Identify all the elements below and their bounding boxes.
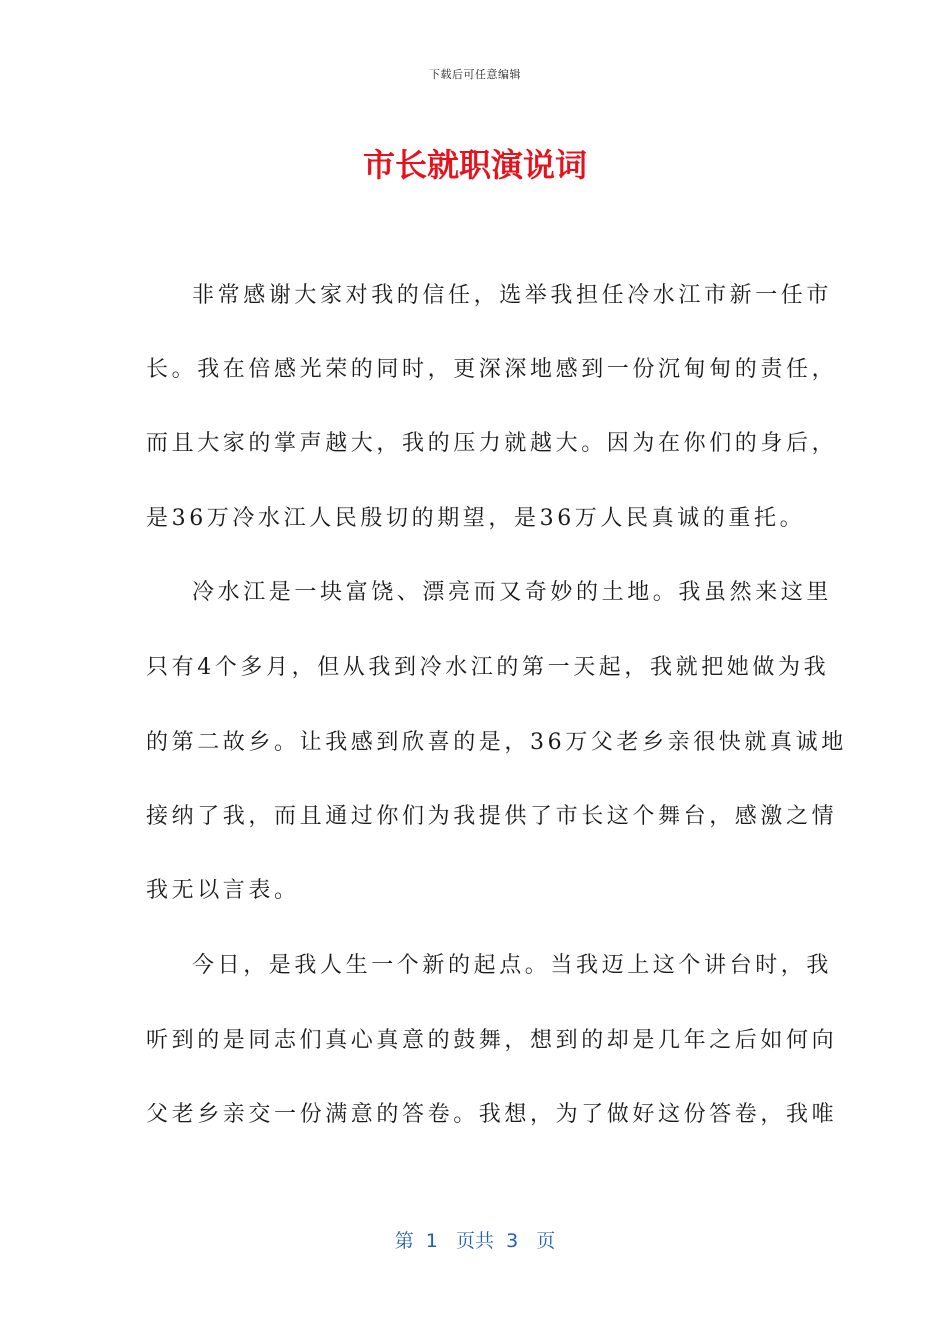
paragraph-1-line-3: 而且大家的掌声越大，我的压力就越大。因为在你们的身后， (146, 431, 838, 456)
paragraph-2-line-5: 我无以言表。 (146, 878, 300, 903)
paragraph-2-line-3: 的第二故乡。让我感到欣喜的是，36万父老乡亲很快就真诚地 (146, 730, 847, 755)
paragraph-2-line-2: 只有4个多月，但从我到冷水江的第一天起，我就把她做为我 (146, 655, 830, 680)
paragraph-3-line-3: 父老乡亲交一份满意的答卷。我想，为了做好这份答卷，我唯 (146, 1102, 838, 1127)
paragraph-1-line-2: 长。我在倍感光荣的同时，更深深地感到一份沉甸甸的责任， (146, 357, 838, 382)
paragraph-2-line-4: 接纳了我，而且通过你们为我提供了市长这个舞台，感激之情 (146, 804, 838, 829)
document-title: 市长就职演说词 (362, 146, 587, 184)
paragraph-3-line-2: 听到的是同志们真心真意的鼓舞，想到的却是几年之后如何向 (146, 1028, 838, 1053)
paragraph-3-line-1: 今日，是我人生一个新的起点。当我迈上这个讲台时，我 (192, 953, 833, 978)
page-number-footer: 第 1 页共 3 页 (394, 1230, 556, 1252)
paragraph-2-line-1: 冷水江是一块富饶、漂亮而又奇妙的土地。我虽然来这里 (192, 580, 833, 605)
paragraph-1-line-1: 非常感谢大家对我的信任，选举我担任冷水江市新一任市 (192, 283, 833, 308)
header-note: 下载后可任意编辑 (429, 68, 521, 81)
paragraph-1-line-4: 是36万冷水江人民殷切的期望，是36万人民真诚的重托。 (146, 506, 806, 531)
